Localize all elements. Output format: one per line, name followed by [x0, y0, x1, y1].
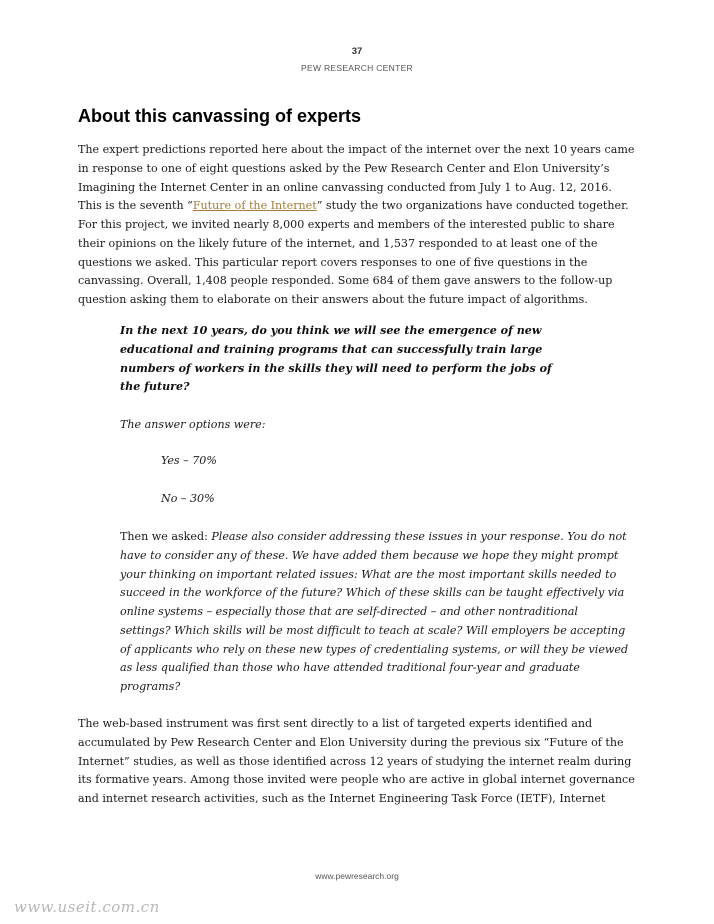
followup-line: programs?: [120, 680, 181, 693]
survey-question: [120, 322, 640, 397]
page-title: About this canvassing of experts: [78, 106, 362, 126]
answer-options-intro: The answer options were:: [120, 418, 266, 431]
intro-text: ” study the two organizations have conducted together.: [316, 199, 629, 213]
intro-text: This is the seventh “: [78, 199, 193, 213]
methodology-line: The web-based instrument was first sent directly to a list of targeted experts identified and: [78, 717, 593, 730]
page-number: 37: [351, 46, 363, 57]
methodology-line: and internet research activities, such as the Internet Engineering Task Force (IETF), Internet: [78, 792, 606, 805]
followup-line: as less qualified than those who have attended traditional four-year and graduate: [120, 661, 580, 675]
intro-paragraph: [78, 141, 634, 310]
followup-text: Please also consider addressing these issues in your response. You do not: [211, 530, 627, 543]
followup-line: have to consider any of these. We have added them because we hope they might prompt: [120, 548, 619, 562]
intro-line: For this project, we invited nearly 8,000 experts and members of the interested public to share: [78, 218, 615, 231]
followup-line: settings? Which skills will be most difficult to teach at scale? Will employers be accepting: [120, 623, 626, 637]
methodology-line: accumulated by Pew Research Center and Elon University during the previous six “Future of the: [78, 735, 624, 749]
question-line: numbers of workers in the skills they will need to perform the jobs of: [120, 361, 552, 375]
intro-line: The expert predictions reported here about the impact of the internet over the next 10 years came: [78, 143, 635, 156]
intro-line-with-link: [78, 197, 634, 216]
organization-header: PEW RESEARCH CENTER: [301, 63, 413, 73]
future-of-internet-link[interactable]: Future of the Internet: [192, 199, 317, 213]
watermark: www.useit.com.cn: [14, 898, 160, 916]
intro-line: questions we asked. This particular report covers responses to one of five questions in the: [78, 255, 588, 269]
followup-question: [120, 528, 640, 697]
followup-lead: Then we asked:: [120, 530, 212, 543]
answer-option-no: No – 30%: [161, 492, 215, 505]
intro-line: their opinions on the likely future of the internet, and 1,537 responded to at least one of the: [78, 236, 598, 250]
question-line: In the next 10 years, do you think we will see the emergence of new: [120, 324, 542, 337]
question-line: educational and training programs that can successfully train large: [120, 342, 543, 356]
methodology-line: Internet” studies, as well as those identified across 12 years of studying the internet realm during: [78, 754, 632, 768]
question-line: the future?: [120, 380, 190, 394]
followup-line: succeed in the workforce of the future? Which of these skills can be taught effectively via: [120, 586, 625, 600]
intro-line: question asking them to elaborate on their answers about the future impact of algorithms.: [78, 293, 588, 306]
followup-line: [120, 528, 640, 547]
methodology-line: its formative years. Among those invited were people who are active in global internet governance: [78, 773, 635, 787]
answer-option-yes: Yes – 70%: [161, 454, 217, 467]
followup-line: your thinking on important related issues: What are the most important skills needed to: [120, 567, 617, 581]
intro-line: in response to one of eight questions asked by the Pew Research Center and Elon University’s: [78, 161, 610, 175]
intro-line: canvassing. Overall, 1,408 people responded. Some 684 of them gave answers to the follow-up: [78, 274, 613, 288]
footer-url: www.pewresearch.org: [315, 871, 399, 881]
followup-line: of applicants who rely on these new types of credentialing systems, or will they be viewed: [120, 642, 629, 656]
followup-line: online systems – especially those that are self-directed – and other nontraditional: [120, 605, 578, 618]
methodology-paragraph: [78, 715, 634, 809]
intro-line: Imagining the Internet Center in an online canvassing conducted from July 1 to Aug. 12, 2016.: [78, 180, 612, 194]
